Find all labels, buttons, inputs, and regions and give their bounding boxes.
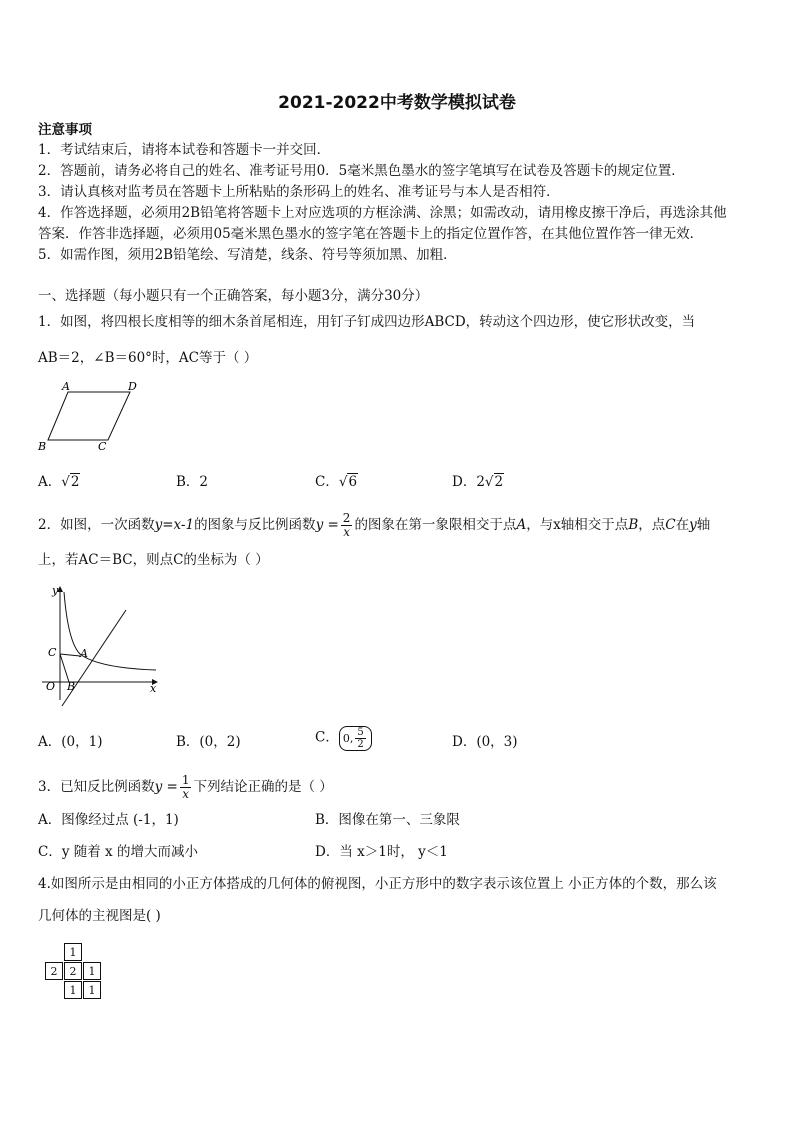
label-b: B (38, 440, 47, 452)
q3-option-a[interactable]: A．图像经过点 (-1，1) (38, 812, 179, 828)
segment-cb (60, 654, 69, 682)
label-y: y (52, 584, 59, 597)
label-x: x (150, 682, 157, 695)
q2-text: 轴 (696, 517, 711, 533)
sqrt-symbol: √2 (484, 474, 504, 490)
q1-option-c[interactable] (315, 472, 358, 492)
label-c: C (48, 646, 57, 659)
fraction-numerator: 1 (181, 773, 190, 787)
sqrt-symbol: √2 (61, 474, 80, 490)
segment-ca (60, 654, 80, 656)
q3-stem (38, 774, 333, 801)
label-d: D (128, 382, 137, 393)
page-title: 2021-2022中考数学模拟试卷 (278, 93, 516, 113)
section-heading: 一、选择题（每小题只有一个正确答案，每小题3分，满分30分） (38, 288, 429, 304)
q2-y-axis: y (689, 517, 697, 533)
grid-cell: 1 (83, 962, 101, 980)
q2-option-d[interactable]: D．(0，3) (452, 734, 518, 750)
q1-option-c-prefix: C． (315, 474, 339, 490)
q1-option-d-radicand: 2 (494, 474, 504, 490)
notice-heading: 注意事项 (38, 122, 92, 138)
q2-option-c[interactable] (315, 726, 372, 751)
q2-text: 的图象在第一象限相交于点 (354, 517, 517, 533)
fraction-numerator: 2 (342, 511, 351, 525)
grid-cell: 1 (64, 943, 82, 961)
fraction-denominator: x (343, 525, 350, 539)
label-c: C (98, 440, 107, 452)
fraction-numerator: 5 (357, 727, 364, 738)
label-a: A (62, 382, 70, 393)
q2-point-b: B (628, 517, 639, 533)
q2-option-c-prefix: C． (315, 729, 339, 746)
grid-cell: 1 (83, 981, 101, 999)
q1-parallelogram-figure (34, 382, 144, 452)
q2-point-c: C (665, 517, 676, 533)
q2-text: 2．如图，一次函数 (38, 517, 155, 533)
q4-stem-line1: 4.如图所示是由相同的小正方体搭成的几何体的俯视图，小正方形中的数字表示该位置上 小正方体的个数，那么该 (38, 876, 717, 892)
label-o: O (46, 680, 56, 693)
q1-option-d-prefix: D．2 (452, 474, 485, 490)
q2-point-a: A (516, 517, 527, 533)
q2-stem-line2: 上，若AC＝BC，则点C的坐标为（ ） (38, 552, 269, 568)
q3-option-b[interactable]: B．图像在第一、三象限 (315, 812, 460, 828)
q2-text: 的图象与反比例函数 (194, 517, 316, 533)
q2-y-eq: y = (315, 517, 339, 533)
q1-option-a[interactable] (38, 472, 80, 492)
q3-option-c[interactable]: C．y 随着 x 的增大而减小 (38, 844, 198, 860)
grid-cell: 1 (64, 981, 82, 999)
q3-fraction (180, 774, 192, 801)
grid-cell: 2 (45, 962, 63, 980)
label-b: B (67, 680, 76, 693)
q2-option-b[interactable]: B．(0，2) (176, 734, 241, 750)
q2-text: ，点 (638, 517, 666, 533)
grid-cell: 2 (64, 962, 82, 980)
q4-stem-line2: 几何体的主视图是( ) (38, 908, 161, 924)
sqrt-symbol: √6 (338, 474, 358, 490)
q1-option-b[interactable]: B．2 (176, 474, 209, 490)
q3-text: 下列结论正确的是（ ） (193, 779, 333, 795)
q3-text: 3．已知反比例函数 (38, 779, 155, 795)
notice-item: 5．如需作图，须用2B铅笔绘、写清楚，线条、符号等须加黑、加粗． (38, 247, 457, 263)
q1-option-c-radicand: 6 (348, 474, 358, 490)
notice-item: 1．考试结束后，请将本试卷和答题卡一并交回． (38, 142, 331, 158)
notice-item: 2．答题前，请务必将自己的姓名、准考证号用0．5毫米黑色墨水的签字笔填写在试卷及答题卡的规定位置． (38, 163, 685, 179)
q2-fraction (341, 512, 353, 539)
q2-text: 在 (675, 517, 690, 533)
label-a: A (80, 647, 88, 660)
q1-option-d[interactable] (452, 472, 504, 492)
fraction-denominator: x (182, 787, 190, 801)
q4-top-view-grid (44, 943, 104, 1001)
notice-item: 答案．作答非选择题，必须用05毫米黑色墨水的签字笔在答题卡上的指定位置作答，在其他位置作答一律无效． (38, 226, 704, 242)
q2-option-c-coordinate: 0 , $\frac{5}{2}$ (339, 726, 372, 751)
notice-item: 4．作答选择题，必须用2B铅笔将答题卡上对应选项的方框涂满、涂黑；如需改动，请用橡皮擦干净后，再选涂其他 (38, 205, 727, 221)
q1-stem-line1: 1．如图，将四根长度相等的细木条首尾相连，用钉子钉成四边形ABCD，转动这个四边形，使它形状改变，当 (38, 314, 696, 330)
q2-option-a[interactable]: A．(0，1) (38, 734, 103, 750)
fraction-denominator: 2 (357, 739, 364, 750)
q1-stem-line2: AB＝2，∠B＝60°时，AC等于（ ） (38, 350, 258, 366)
hyperbola-curve (64, 592, 156, 670)
coordinate-y-fraction (355, 727, 365, 750)
q2-linear-function: y=x-1 (154, 517, 195, 533)
parallelogram-shape (48, 392, 130, 440)
coordinate-x: 0 (342, 731, 350, 745)
q2-text: ，与x轴相交于点 (526, 517, 629, 533)
q2-function-graph (36, 582, 166, 712)
q1-option-a-radicand: 2 (70, 474, 80, 490)
q2-stem-line1 (38, 512, 710, 539)
q3-option-d[interactable]: D．当 x＞1时， y＜1 (315, 844, 448, 860)
q3-y-eq: y = (154, 779, 178, 795)
notice-item: 3．请认真核对监考员在答题卡上所粘贴的条形码上的姓名、准考证号与本人是否相符． (38, 184, 560, 200)
q1-option-a-prefix: A． (38, 474, 62, 490)
